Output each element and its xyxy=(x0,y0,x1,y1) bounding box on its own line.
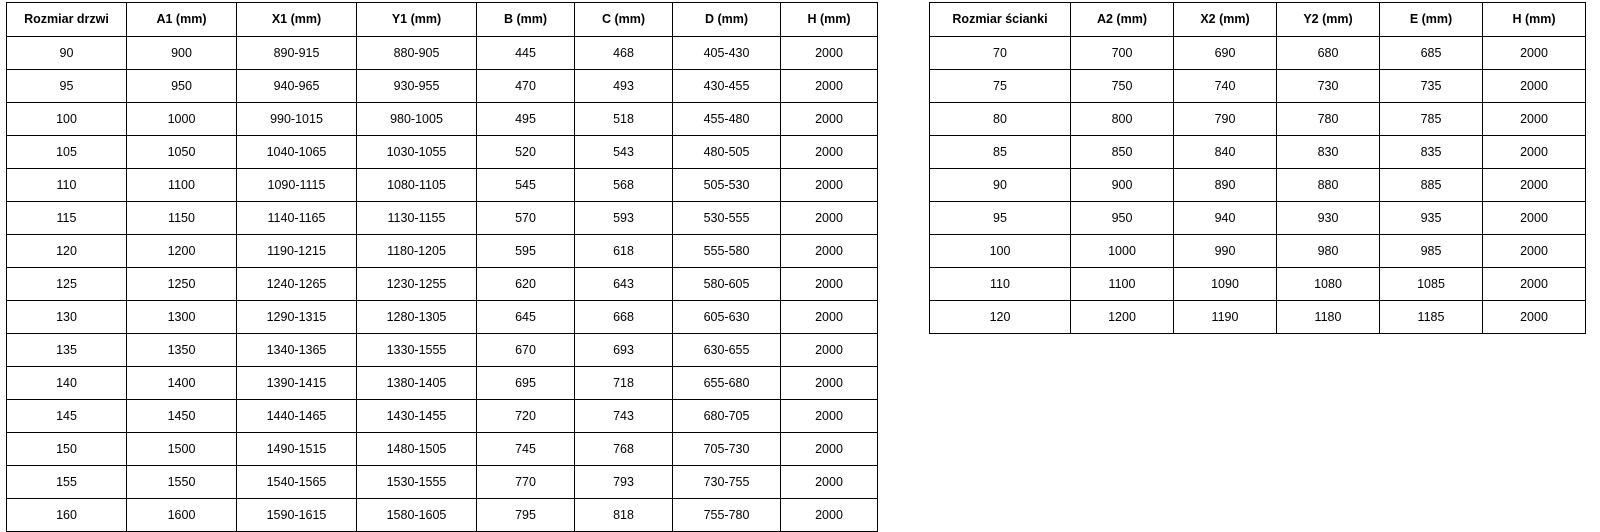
table-row xyxy=(930,136,1586,169)
cell: 100 xyxy=(7,103,127,136)
table-row xyxy=(930,202,1586,235)
cell: 885 xyxy=(1380,169,1483,202)
walls-table-header xyxy=(930,3,1586,37)
cell: 890 xyxy=(1174,169,1277,202)
cell: 830 xyxy=(1277,136,1380,169)
table-row xyxy=(930,37,1586,70)
cell: 900 xyxy=(1071,169,1174,202)
cell: 518 xyxy=(575,103,673,136)
cell: 2000 xyxy=(781,301,878,334)
cell: 480-505 xyxy=(673,136,781,169)
column-header-y2: Y2 (mm) xyxy=(1277,3,1380,37)
cell: 120 xyxy=(930,301,1071,334)
cell: 2000 xyxy=(781,169,878,202)
cell: 690 xyxy=(1174,37,1277,70)
cell: 130 xyxy=(7,301,127,334)
cell: 745 xyxy=(477,433,575,466)
cell: 730-755 xyxy=(673,466,781,499)
table-row xyxy=(7,400,878,433)
cell: 695 xyxy=(477,367,575,400)
cell: 980-1005 xyxy=(357,103,477,136)
cell: 1140-1165 xyxy=(237,202,357,235)
cell: 2000 xyxy=(781,499,878,532)
cell: 1540-1565 xyxy=(237,466,357,499)
table-row xyxy=(7,235,878,268)
cell: 1130-1155 xyxy=(357,202,477,235)
cell: 850 xyxy=(1071,136,1174,169)
table-row xyxy=(7,367,878,400)
cell: 2000 xyxy=(1483,202,1586,235)
cell: 1380-1405 xyxy=(357,367,477,400)
cell: 430-455 xyxy=(673,70,781,103)
cell: 793 xyxy=(575,466,673,499)
cell: 1590-1615 xyxy=(237,499,357,532)
cell: 570 xyxy=(477,202,575,235)
cell: 135 xyxy=(7,334,127,367)
cell: 95 xyxy=(930,202,1071,235)
walls-table-body xyxy=(930,37,1586,334)
table-row xyxy=(7,169,878,202)
cell: 645 xyxy=(477,301,575,334)
cell: 950 xyxy=(1071,202,1174,235)
column-header-rozmiar-drzwi: Rozmiar drzwi xyxy=(7,3,127,37)
cell: 618 xyxy=(575,235,673,268)
cell: 1100 xyxy=(127,169,237,202)
cell: 105 xyxy=(7,136,127,169)
cell: 493 xyxy=(575,70,673,103)
cell: 755-780 xyxy=(673,499,781,532)
cell: 145 xyxy=(7,400,127,433)
cell: 705-730 xyxy=(673,433,781,466)
cell: 1580-1605 xyxy=(357,499,477,532)
cell: 940-965 xyxy=(237,70,357,103)
cell: 90 xyxy=(930,169,1071,202)
cell: 2000 xyxy=(781,466,878,499)
cell: 655-680 xyxy=(673,367,781,400)
cell: 1180-1205 xyxy=(357,235,477,268)
cell: 680 xyxy=(1277,37,1380,70)
column-header-x1: X1 (mm) xyxy=(237,3,357,37)
table-row xyxy=(7,103,878,136)
cell: 2000 xyxy=(781,433,878,466)
cell: 520 xyxy=(477,136,575,169)
cell: 770 xyxy=(477,466,575,499)
cell: 795 xyxy=(477,499,575,532)
cell: 730 xyxy=(1277,70,1380,103)
cell: 445 xyxy=(477,37,575,70)
cell: 630-655 xyxy=(673,334,781,367)
cell: 800 xyxy=(1071,103,1174,136)
column-header-rozmiar-scianki: Rozmiar ścianki xyxy=(930,3,1071,37)
table-header-row xyxy=(930,3,1586,37)
cell: 740 xyxy=(1174,70,1277,103)
cell: 2000 xyxy=(1483,70,1586,103)
cell: 1490-1515 xyxy=(237,433,357,466)
cell: 2000 xyxy=(781,37,878,70)
cell: 110 xyxy=(7,169,127,202)
table-row xyxy=(7,136,878,169)
cell: 2000 xyxy=(1483,37,1586,70)
cell: 790 xyxy=(1174,103,1277,136)
cell: 1480-1505 xyxy=(357,433,477,466)
column-header-y1: Y1 (mm) xyxy=(357,3,477,37)
cell: 530-555 xyxy=(673,202,781,235)
cell: 160 xyxy=(7,499,127,532)
cell: 125 xyxy=(7,268,127,301)
cell: 1550 xyxy=(127,466,237,499)
doors-size-table xyxy=(6,2,878,532)
table-row xyxy=(930,235,1586,268)
cell: 735 xyxy=(1380,70,1483,103)
cell: 1440-1465 xyxy=(237,400,357,433)
cell: 85 xyxy=(930,136,1071,169)
cell: 980 xyxy=(1277,235,1380,268)
cell: 2000 xyxy=(781,268,878,301)
cell: 930 xyxy=(1277,202,1380,235)
cell: 1090-1115 xyxy=(237,169,357,202)
doors-table-body xyxy=(7,37,878,532)
cell: 2000 xyxy=(1483,268,1586,301)
cell: 455-480 xyxy=(673,103,781,136)
cell: 2000 xyxy=(781,136,878,169)
cell: 1200 xyxy=(1071,301,1174,334)
cell: 935 xyxy=(1380,202,1483,235)
cell: 940 xyxy=(1174,202,1277,235)
column-header-h: H (mm) xyxy=(1483,3,1586,37)
table-row xyxy=(7,433,878,466)
cell: 780 xyxy=(1277,103,1380,136)
cell: 405-430 xyxy=(673,37,781,70)
cell: 580-605 xyxy=(673,268,781,301)
cell: 950 xyxy=(127,70,237,103)
cell: 985 xyxy=(1380,235,1483,268)
cell: 1390-1415 xyxy=(237,367,357,400)
cell: 2000 xyxy=(1483,169,1586,202)
cell: 1280-1305 xyxy=(357,301,477,334)
column-header-e: E (mm) xyxy=(1380,3,1483,37)
cell: 620 xyxy=(477,268,575,301)
cell: 1180 xyxy=(1277,301,1380,334)
cell: 1340-1365 xyxy=(237,334,357,367)
table-row xyxy=(7,334,878,367)
column-header-a2: A2 (mm) xyxy=(1071,3,1174,37)
cell: 1050 xyxy=(127,136,237,169)
cell: 1000 xyxy=(1071,235,1174,268)
cell: 1330-1555 xyxy=(357,334,477,367)
cell: 835 xyxy=(1380,136,1483,169)
table-row xyxy=(930,301,1586,334)
cell: 693 xyxy=(575,334,673,367)
cell: 685 xyxy=(1380,37,1483,70)
cell: 605-630 xyxy=(673,301,781,334)
cell: 2000 xyxy=(781,202,878,235)
cell: 1350 xyxy=(127,334,237,367)
cell: 2000 xyxy=(781,334,878,367)
cell: 75 xyxy=(930,70,1071,103)
cell: 1300 xyxy=(127,301,237,334)
cell: 1600 xyxy=(127,499,237,532)
cell: 70 xyxy=(930,37,1071,70)
cell: 785 xyxy=(1380,103,1483,136)
cell: 140 xyxy=(7,367,127,400)
cell: 900 xyxy=(127,37,237,70)
cell: 568 xyxy=(575,169,673,202)
cell: 990-1015 xyxy=(237,103,357,136)
cell: 1530-1555 xyxy=(357,466,477,499)
cell: 100 xyxy=(930,235,1071,268)
cell: 880 xyxy=(1277,169,1380,202)
cell: 120 xyxy=(7,235,127,268)
cell: 643 xyxy=(575,268,673,301)
cell: 2000 xyxy=(781,70,878,103)
cell: 150 xyxy=(7,433,127,466)
cell: 1185 xyxy=(1380,301,1483,334)
cell: 680-705 xyxy=(673,400,781,433)
table-row xyxy=(7,301,878,334)
column-header-a1: A1 (mm) xyxy=(127,3,237,37)
table-row xyxy=(7,268,878,301)
cell: 2000 xyxy=(1483,136,1586,169)
cell: 90 xyxy=(7,37,127,70)
cell: 2000 xyxy=(1483,103,1586,136)
cell: 990 xyxy=(1174,235,1277,268)
cell: 890-915 xyxy=(237,37,357,70)
cell: 543 xyxy=(575,136,673,169)
cell: 1000 xyxy=(127,103,237,136)
cell: 1290-1315 xyxy=(237,301,357,334)
cell: 700 xyxy=(1071,37,1174,70)
cell: 1500 xyxy=(127,433,237,466)
cell: 95 xyxy=(7,70,127,103)
cell: 1240-1265 xyxy=(237,268,357,301)
cell: 470 xyxy=(477,70,575,103)
cell: 1230-1255 xyxy=(357,268,477,301)
cell: 110 xyxy=(930,268,1071,301)
cell: 155 xyxy=(7,466,127,499)
cell: 1085 xyxy=(1380,268,1483,301)
column-header-h: H (mm) xyxy=(781,3,878,37)
table-header-row xyxy=(7,3,878,37)
column-header-x2: X2 (mm) xyxy=(1174,3,1277,37)
cell: 1190 xyxy=(1174,301,1277,334)
cell: 1190-1215 xyxy=(237,235,357,268)
table-row xyxy=(930,268,1586,301)
cell: 718 xyxy=(575,367,673,400)
cell: 2000 xyxy=(781,400,878,433)
cell: 1450 xyxy=(127,400,237,433)
cell: 1100 xyxy=(1071,268,1174,301)
cell: 768 xyxy=(575,433,673,466)
table-row xyxy=(930,103,1586,136)
cell: 593 xyxy=(575,202,673,235)
column-header-b: B (mm) xyxy=(477,3,575,37)
cell: 1030-1055 xyxy=(357,136,477,169)
cell: 1090 xyxy=(1174,268,1277,301)
cell: 1430-1455 xyxy=(357,400,477,433)
walls-size-table xyxy=(929,2,1586,334)
table-row xyxy=(7,70,878,103)
cell: 2000 xyxy=(1483,301,1586,334)
table-row xyxy=(7,202,878,235)
cell: 595 xyxy=(477,235,575,268)
cell: 1250 xyxy=(127,268,237,301)
doors-table-header xyxy=(7,3,878,37)
cell: 115 xyxy=(7,202,127,235)
cell: 670 xyxy=(477,334,575,367)
cell: 720 xyxy=(477,400,575,433)
cell: 1040-1065 xyxy=(237,136,357,169)
cell: 495 xyxy=(477,103,575,136)
cell: 930-955 xyxy=(357,70,477,103)
table-row xyxy=(7,499,878,532)
table-row xyxy=(7,37,878,70)
cell: 1150 xyxy=(127,202,237,235)
cell: 750 xyxy=(1071,70,1174,103)
column-header-c: C (mm) xyxy=(575,3,673,37)
cell: 80 xyxy=(930,103,1071,136)
cell: 1080 xyxy=(1277,268,1380,301)
cell: 880-905 xyxy=(357,37,477,70)
cell: 468 xyxy=(575,37,673,70)
table-row xyxy=(7,466,878,499)
cell: 505-530 xyxy=(673,169,781,202)
cell: 2000 xyxy=(1483,235,1586,268)
cell: 2000 xyxy=(781,103,878,136)
cell: 818 xyxy=(575,499,673,532)
cell: 1400 xyxy=(127,367,237,400)
cell: 1200 xyxy=(127,235,237,268)
table-row xyxy=(930,169,1586,202)
cell: 743 xyxy=(575,400,673,433)
cell: 668 xyxy=(575,301,673,334)
column-header-d: D (mm) xyxy=(673,3,781,37)
table-row xyxy=(930,70,1586,103)
cell: 555-580 xyxy=(673,235,781,268)
cell: 2000 xyxy=(781,235,878,268)
cell: 2000 xyxy=(781,367,878,400)
cell: 545 xyxy=(477,169,575,202)
cell: 1080-1105 xyxy=(357,169,477,202)
cell: 840 xyxy=(1174,136,1277,169)
